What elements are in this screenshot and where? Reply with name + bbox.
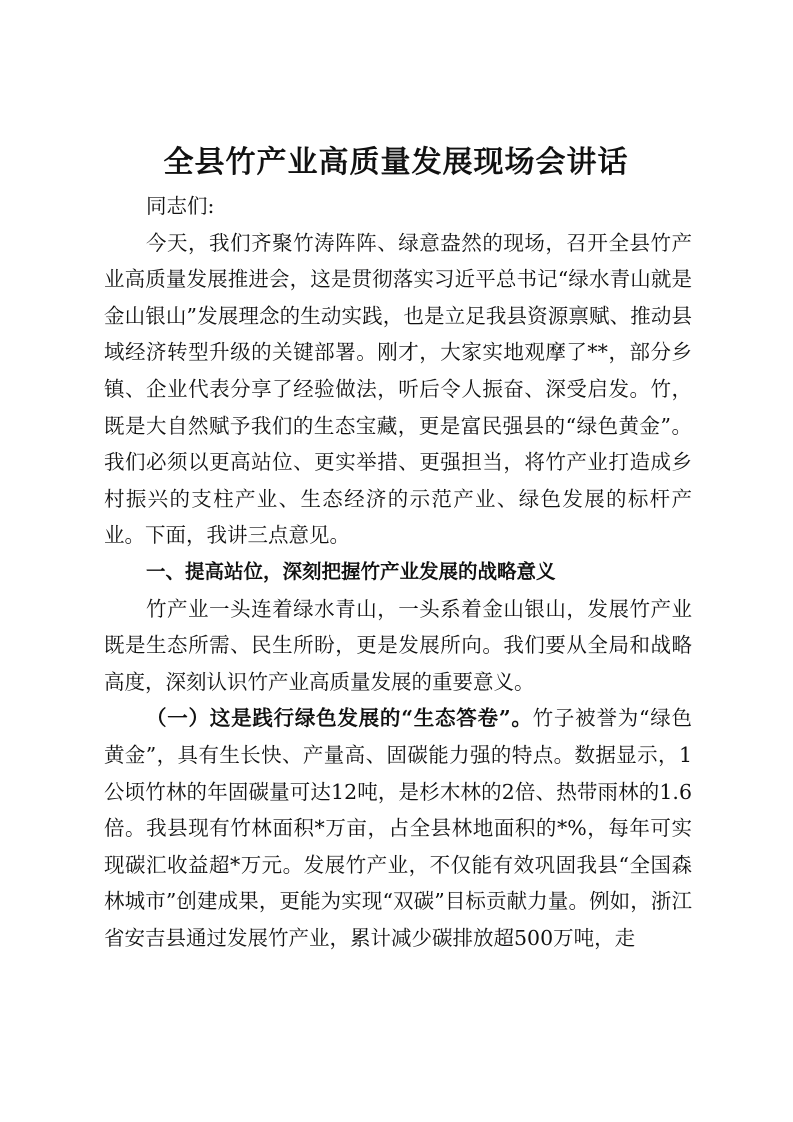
document-title: 全县竹产业高质量发展现场会讲话	[163, 145, 629, 180]
subsection-lead: （一）这是践行绿色发展的“生态答卷”。	[146, 706, 533, 731]
paragraph-section-1-intro: 竹产业一头连着绿水青山，一头系着金山银山，发展竹产业既是生态所需、民生所盼，更是发展所向。我们要从全局和战略高度，深刻认识竹产业高质量发展的重要意义。	[104, 596, 692, 694]
section-heading-1: 一、提高站位，深刻把握竹产业发展的战略意义	[146, 559, 556, 583]
document-body	[104, 188, 692, 956]
salutation: 同志们:	[146, 194, 215, 218]
paragraph-subsection-1	[104, 700, 692, 956]
paragraph-intro: 今天，我们齐聚竹涛阵阵、绿意盎然的现场，召开全县竹产业高质量发展推进会，这是贯彻落实习近平总书记“绿水青山就是金山银山”发展理念的生动实践，也是立足我县资源禀赋、推动县域经济转型升级的关键部署。刚才，大家实地观摩了**，部分乡镇、企业代表分享了经验做法，听后令人振奋、深受启发。竹，既是大自然赋予我们的生态宝藏，更是富民强县的“绿色黄金”。我们必须以更高站位、更实举措、更强担当，将竹产业打造成乡村振兴的支柱产业、生态经济的示范产业、绿色发展的标杆产业。下面，我讲三点意见。	[104, 230, 692, 548]
subsection-body: 竹子被誉为“绿色黄金”，具有生长快、产量高、固碳能力强的特点。数据显示，1公顷竹林的年固碳量可达12吨，是杉木林的2倍、热带雨林的1.6倍。我县现有竹林面积*万亩，占全县林地面积的*%，每年可实现碳汇收益超*万元。发展竹产业，不仅能有效巩固我县“全国森林城市”创建成果，更能为实现“双碳”目标贡献力量。例如，浙江省安吉县通过发展竹产业，累计减少碳排放超500万吨，走	[104, 706, 692, 950]
